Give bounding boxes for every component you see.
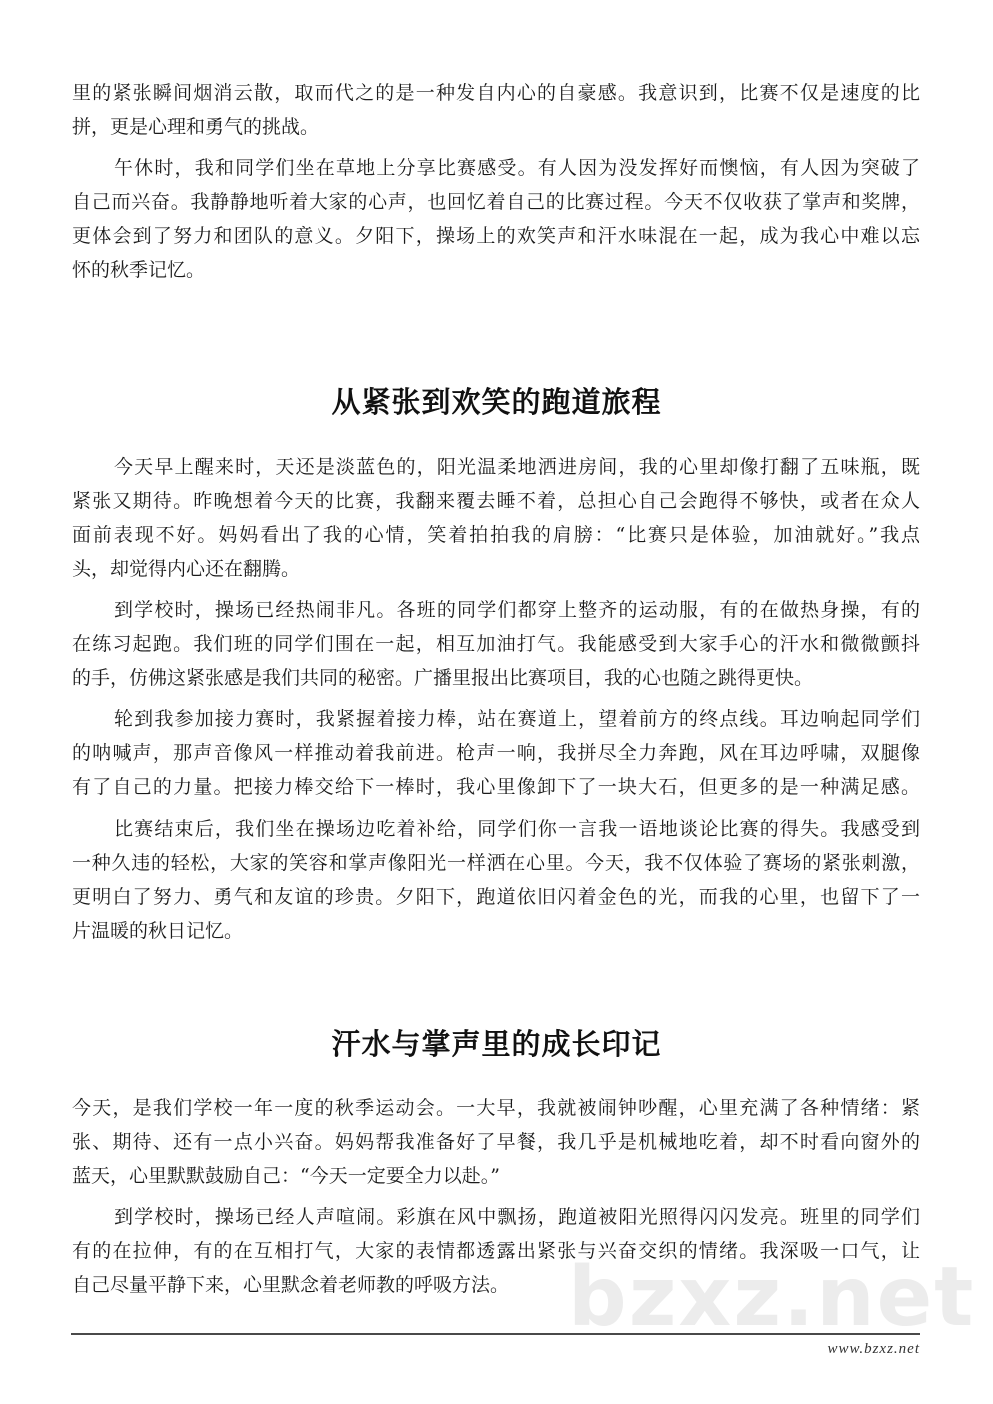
paragraph-line: 紧张又期待。昨晚想着今天的比赛，我翻来覆去睡不着，总担心自己会跑得不够快，或者在众人 — [72, 490, 920, 512]
paragraph-line: 蓝天，心里默默鼓励自己：“今天一定要全力以赴。” — [72, 1165, 500, 1187]
footer-divider — [71, 1333, 920, 1335]
paragraph-line: 比赛结束后，我们坐在操场边吃着补给，同学们你一言我一语地谈论比赛的得失。我感受到 — [114, 818, 920, 840]
paragraph-line: 到学校时，操场已经人声喧闹。彩旗在风中飘扬，跑道被阳光照得闪闪发亮。班里的同学们 — [114, 1206, 920, 1228]
paragraph-line: 张、期待、还有一点小兴奋。妈妈帮我准备好了早餐，我几乎是机械地吃着，却不时看向窗外的 — [72, 1131, 920, 1153]
paragraph-line: 的手，仿佛这紧张感是我们共同的秘密。广播里报出比赛项目，我的心也随之跳得更快。 — [72, 667, 814, 689]
paragraph-line: 今天，是我们学校一年一度的秋季运动会。一大早，我就被闹钟吵醒，心里充满了各种情绪：紧 — [72, 1097, 920, 1119]
paragraph-line: 头，却觉得内心还在翻腾。 — [72, 558, 301, 580]
paragraph-line: 里的紧张瞬间烟消云散，取而代之的是一种发自内心的自豪感。我意识到，比赛不仅是速度的比 — [72, 82, 920, 104]
paragraph-line: 更明白了努力、勇气和友谊的珍贵。夕阳下，跑道依旧闪着金色的光，而我的心里，也留下了一 — [72, 886, 920, 908]
paragraph-line: 一种久违的轻松，大家的笑容和掌声像阳光一样洒在心里。今天，我不仅体验了赛场的紧张刺激， — [72, 852, 920, 874]
paragraph-line: 轮到我参加接力赛时，我紧握着接力棒，站在赛道上，望着前方的终点线。耳边响起同学们 — [114, 708, 920, 730]
paragraph-line: 到学校时，操场已经热闹非凡。各班的同学们都穿上整齐的运动服，有的在做热身操，有的 — [114, 599, 920, 621]
watermark: bzxz.net — [568, 1250, 976, 1345]
paragraph-line: 拼，更是心理和勇气的挑战。 — [72, 116, 320, 138]
paragraph-line: 面前表现不好。妈妈看出了我的心情，笑着拍拍我的肩膀：“比赛只是体验，加油就好。”我点 — [72, 524, 920, 546]
paragraph-line: 今天早上醒来时，天还是淡蓝色的，阳光温柔地洒进房间，我的心里却像打翻了五味瓶，既 — [114, 456, 920, 478]
paragraph-line: 怀的秋季记忆。 — [72, 259, 206, 281]
essay-title: 从紧张到欢笑的跑道旅程 — [331, 385, 662, 419]
paragraph-line: 有的在拉伸，有的在互相打气，大家的表情都透露出紧张与兴奋交织的情绪。我深吸一口气，让 — [72, 1240, 920, 1262]
footer-url: www.bzxz.net — [827, 1341, 920, 1357]
paragraph-line: 更体会到了努力和团队的意义。夕阳下，操场上的欢笑声和汗水味混在一起，成为我心中难以忘 — [72, 225, 920, 247]
paragraph-line: 午休时，我和同学们坐在草地上分享比赛感受。有人因为没发挥好而懊恼，有人因为突破了 — [114, 157, 920, 179]
paragraph-line: 的呐喊声，那声音像风一样推动着我前进。枪声一响，我拼尽全力奔跑，风在耳边呼啸，双腿像 — [72, 742, 920, 764]
paragraph-line: 在练习起跑。我们班的同学们围在一起，相互加油打气。我能感受到大家手心的汗水和微微颤抖 — [72, 633, 920, 655]
essay-title: 汗水与掌声里的成长印记 — [331, 1027, 662, 1061]
paragraph-line: 自己而兴奋。我静静地听着大家的心声，也回忆着自己的比赛过程。今天不仅收获了掌声和奖牌， — [72, 191, 920, 213]
paragraph-line: 自己尽量平静下来，心里默念着老师教的呼吸方法。 — [72, 1274, 510, 1296]
paragraph-line: 有了自己的力量。把接力棒交给下一棒时，我心里像卸下了一块大石，但更多的是一种满足感。 — [72, 776, 920, 798]
paragraph-line: 片温暖的秋日记忆。 — [72, 920, 244, 942]
